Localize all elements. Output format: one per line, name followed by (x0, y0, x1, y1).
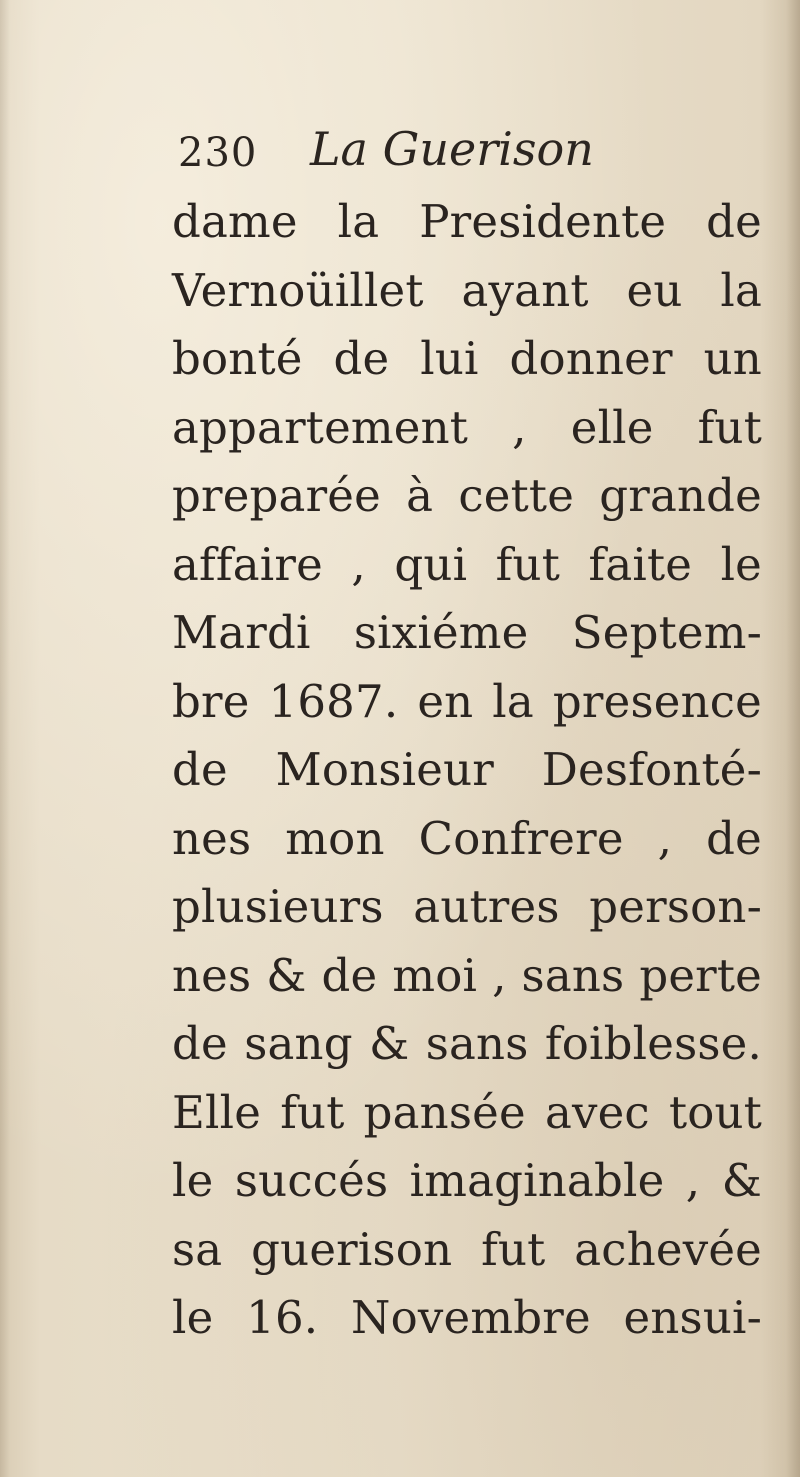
text-line: Vernoüillet ayant eu la (172, 263, 762, 317)
body-text (172, 188, 762, 1353)
page-number: 230 (178, 130, 258, 176)
page-shadow-left (0, 0, 10, 1477)
page-header (178, 122, 738, 184)
text-line: plusieurs autres person- (172, 880, 762, 933)
text-line: le 16. Novembre ensui- (172, 1291, 762, 1344)
page-shadow-right (786, 0, 800, 1477)
text-line: le succés imaginable , & (172, 1154, 762, 1207)
text-line: dame la Presidente de (172, 195, 762, 248)
text-line: nes mon Confrere , de (172, 811, 762, 865)
text-line: bonté de lui donner un (172, 332, 762, 385)
text-line: Mardi sixiéme Septem- (172, 606, 762, 659)
text-line: de Monsieur Desfonté- (172, 743, 762, 796)
text-line: preparée à cette grande (172, 469, 762, 522)
running-title: La Guerison (310, 122, 594, 176)
text-line: Elle fut pansée avec tout (172, 1085, 762, 1139)
text-line: de sang & sans foiblesse. (172, 1017, 762, 1070)
text-line: sa guerison fut achevée (172, 1222, 762, 1276)
text-line: affaire , qui fut faite le (172, 537, 762, 591)
text-line: appartement , elle fut (172, 400, 762, 454)
text-line: nes & de moi , sans perte (172, 948, 762, 1002)
text-line: bre 1687. en la presence (172, 674, 762, 728)
